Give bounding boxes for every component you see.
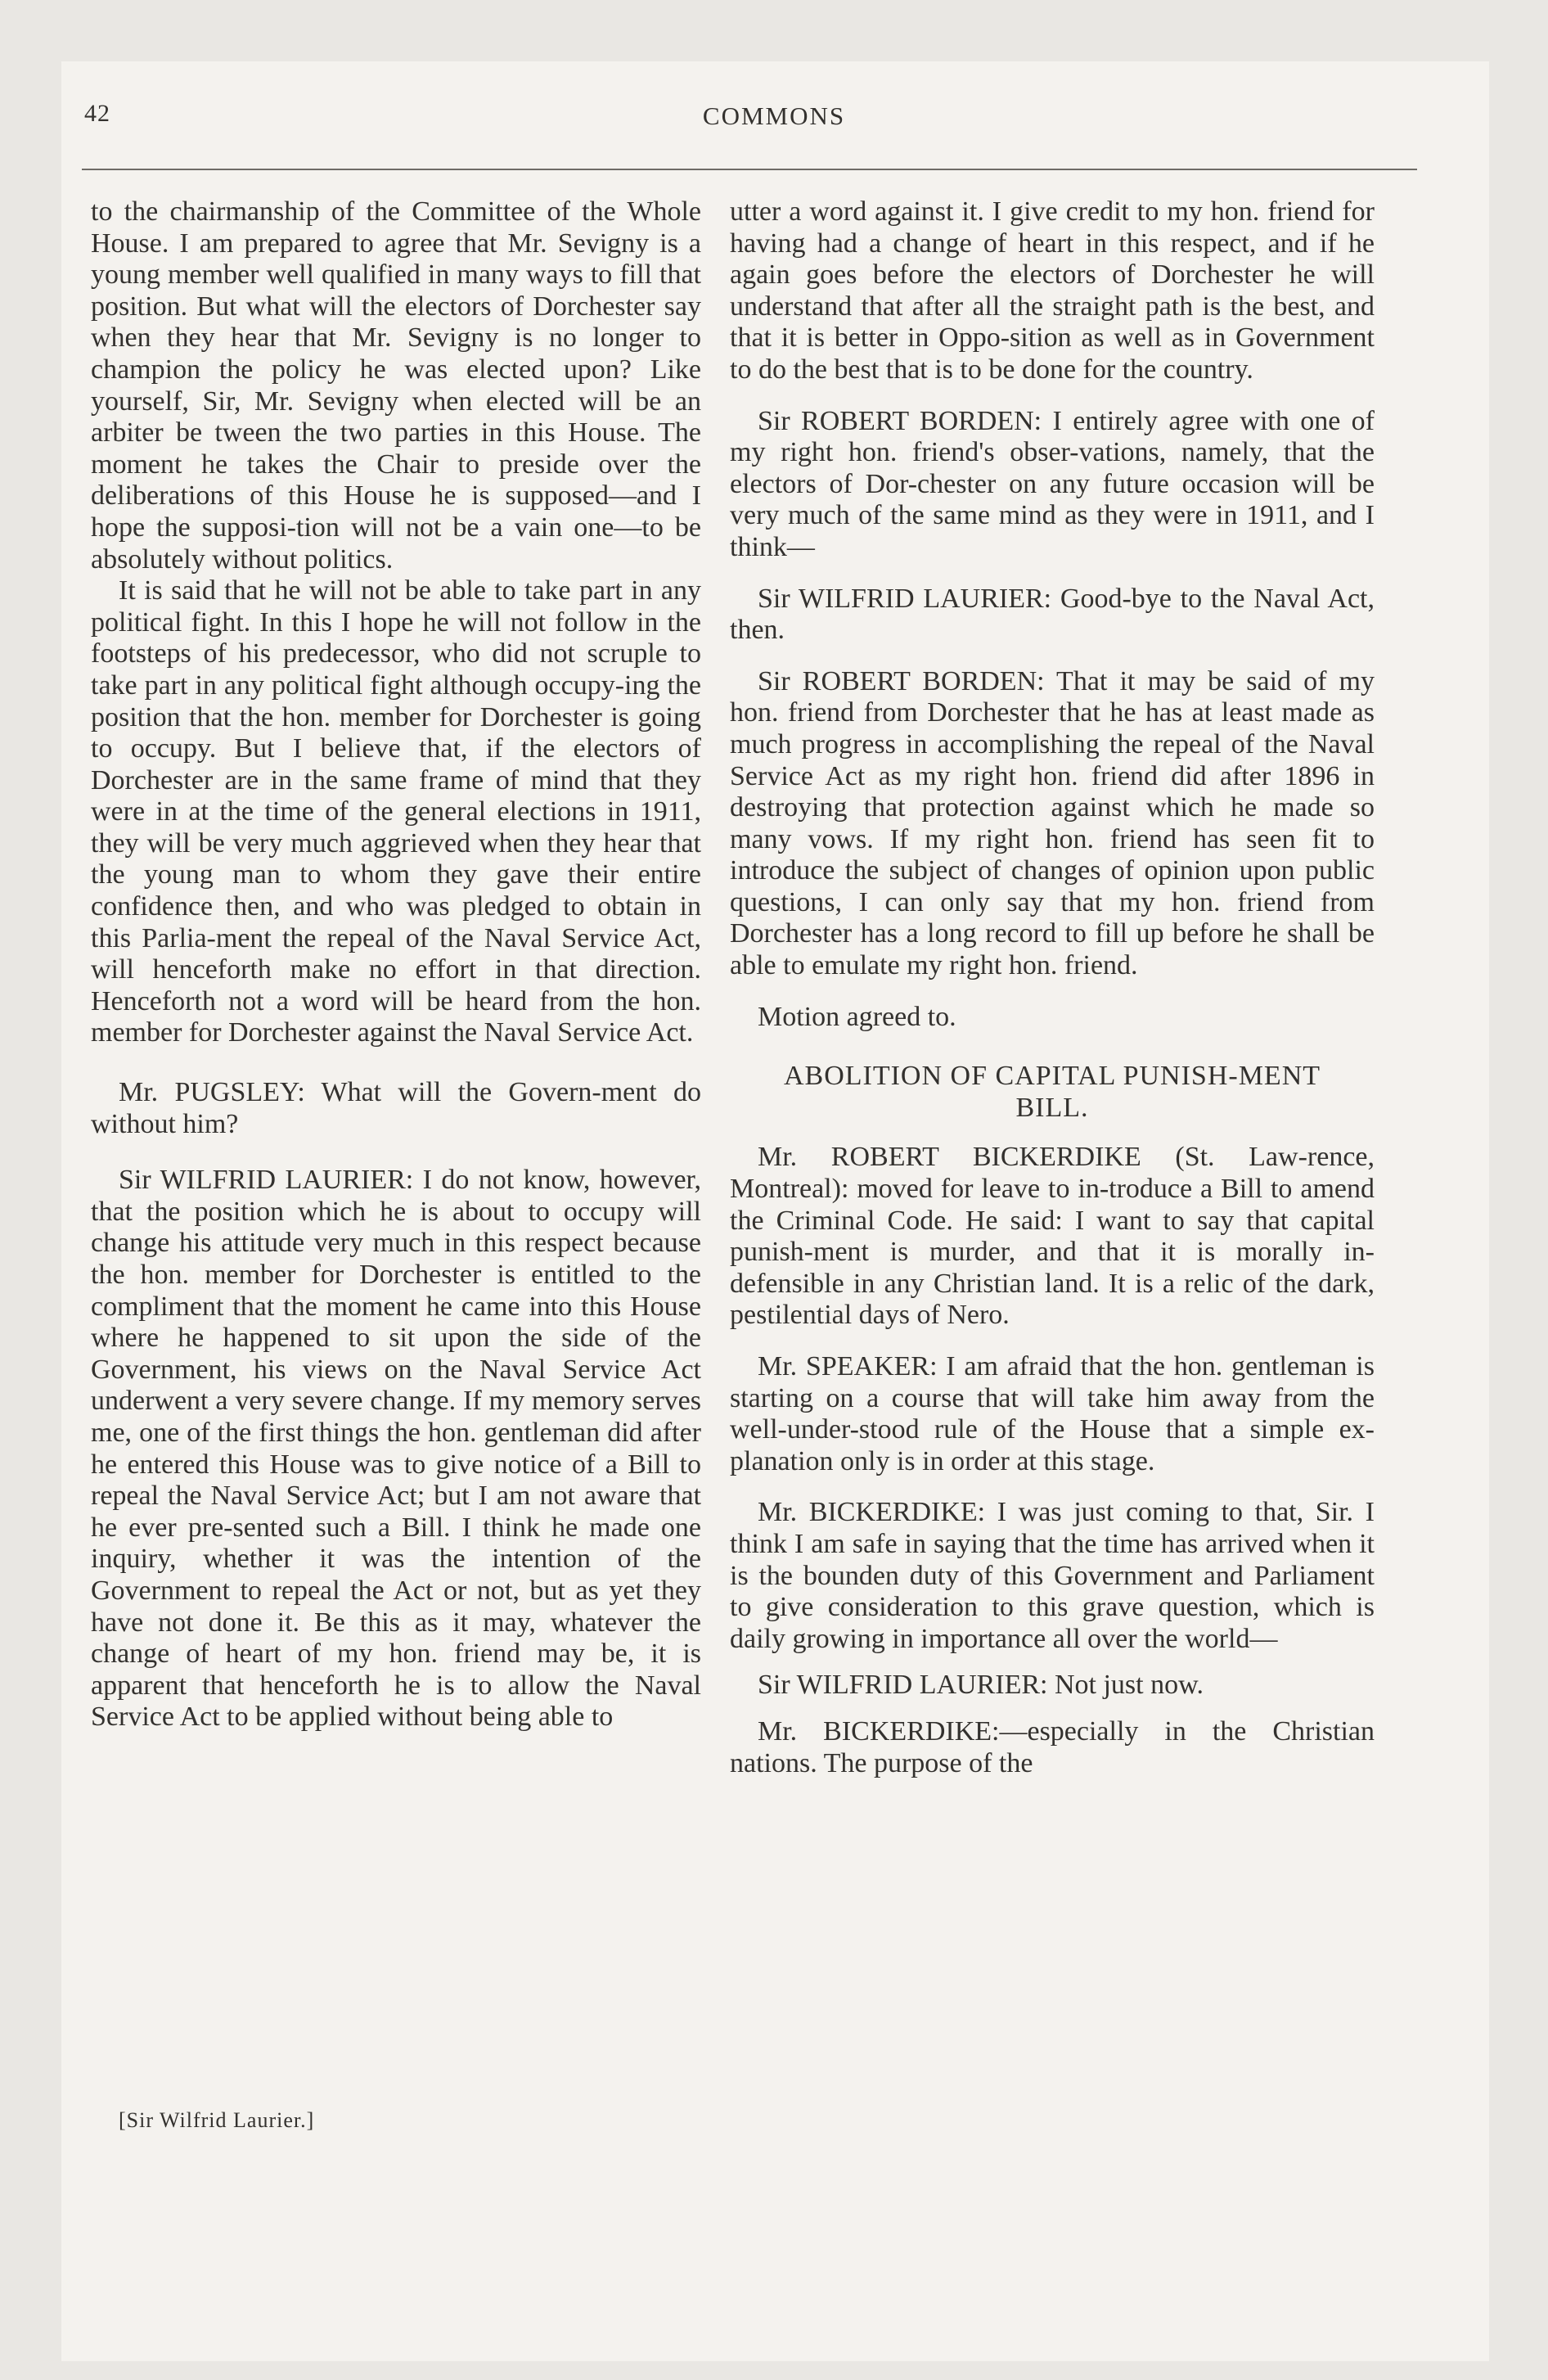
speech-paragraph: Mr. ROBERT BICKERDIKE (St. Law-rence, Montreal): moved for leave to in-troduce a Bill to amend the Criminal Code. He said: I want to say that capital punish-ment is murder, and that it is morally in-defensible in any Christian land. It is a relic of the dark, pestilential days of Nero. [730,1142,1375,1331]
speech-paragraph: Mr. SPEAKER: I am afraid that the hon. gentleman is starting on a course that will take him away from the well-under-stood rule of the House that a simple ex-planation only is in order at this stage. [730,1351,1375,1476]
paragraph: It is said that he will not be able to take part in any political fight. In this I hope he will not follow in the footsteps of his predecessor, who did not scruple to take part in any political fight although occupy-ing the position that the hon. member for Dorchester is going to occupy. But I believe that, if the electors of Dorchester are in the same frame of mind that they were in at the time of the general elections in 1911, they will be very much aggrieved when they hear that the young man to whom they gave their entire confidence then, and who was pledged to obtain in this Parlia-ment the repeal of the Naval Service Act, will henceforth make no effort in that direction. Henceforth not a word will be heard from the hon. member for Dorchester against the Naval Service Act. [91,575,701,1048]
speech-paragraph: Sir WILFRID LAURIER: Not just now. [758,1670,1204,1701]
section-heading: ABOLITION OF CAPITAL PUNISH-MENT BILL. [783,1061,1321,1123]
speech-paragraph: Mr. BICKERDIKE:—especially in the Christian nations. The purpose of the [730,1715,1375,1778]
speech-paragraph: Sir WILFRID LAURIER: Good-bye to the Naval Act, then. [730,583,1375,646]
speech-paragraph: Sir ROBERT BORDEN: I entirely agree with one of my right hon. friend's obser-vations, namely, that the electors of Dor-chester on any future occasion will be very much of the same mind as they were in 1911, and I think— [730,405,1375,562]
right-column [730,196,1375,1779]
footer-speaker-note: [Sir Wilfrid Laurier.] [119,2108,315,2132]
motion-line: Motion agreed to. [758,1001,956,1032]
paragraph: to the chairmanship of the Committee of the Whole House. I am prepared to agree that Mr. Sevigny is a young member well qualified in many ways to fill that position. But what will the electors of Dorchester say when they hear that Mr. Sevigny is no longer to champion the policy he was elected upon? Like yourself, Sir, Mr. Sevigny when elected will be an arbiter be tween the two parties in this House. The moment he takes the Chair to preside over the deliberations of this House he is supposed—and I hope the supposi-tion will not be a vain one—to be absolutely without politics. [91,196,701,575]
speech-paragraph: Mr. BICKERDIKE: I was just coming to that, Sir. I think I am safe in saying that the time has arrived when it is the bounden duty of this Government and Parliament to give consideration to this grave question, which is daily growing in importance all over the world— [730,1497,1375,1654]
speech-paragraph: Sir ROBERT BORDEN: That it may be said of my hon. friend from Dorchester that he has at least made as much progress in accomplishing the repeal of the Naval Service Act as my right hon. friend did after 1896 in destroying that protection against which he made so many vows. If my right hon. friend has seen fit to introduce the subject of changes of opinion upon public questions, I can only say that my hon. friend from Dorchester has a long record to fill up before he shall be able to emulate my right hon. friend. [730,665,1375,981]
running-head: COMMONS [702,101,846,130]
header-rule [82,169,1417,170]
left-column [91,196,701,1733]
paragraph: utter a word against it. I give credit to my hon. friend for having had a change of heart in this respect, and if he again goes before the electors of Dorchester he will understand that after all the straight path is the best, and that it is better in Oppo-sition as well as in Government to do the best that is to be done for the country. [730,196,1375,385]
speech-paragraph: Mr. PUGSLEY: What will the Govern-ment do without him? [91,1077,701,1139]
page-number: 42 [84,100,110,127]
speech-paragraph: Sir WILFRID LAURIER: I do not know, however, that the position which he is about to occupy will change his attitude very much in this respect because the hon. member for Dorchester is entitled to the compliment that the moment he came into this House where he happened to sit upon the side of the Government, his views on the Naval Service Act underwent a very severe change. If my memory serves me, one of the first things the hon. gentleman did after he entered this House was to give notice of a Bill to repeal the Naval Service Act; but I am not aware that he ever pre-sented such a Bill. I think he made one inquiry, whether it was the intention of the Government to repeal the Act or not, but as yet they have not done it. Be this as it may, whatever the change of heart of my hon. friend may be, it is apparent that henceforth he is to allow the Naval Service Act to be applied without being able to [91,1165,701,1733]
